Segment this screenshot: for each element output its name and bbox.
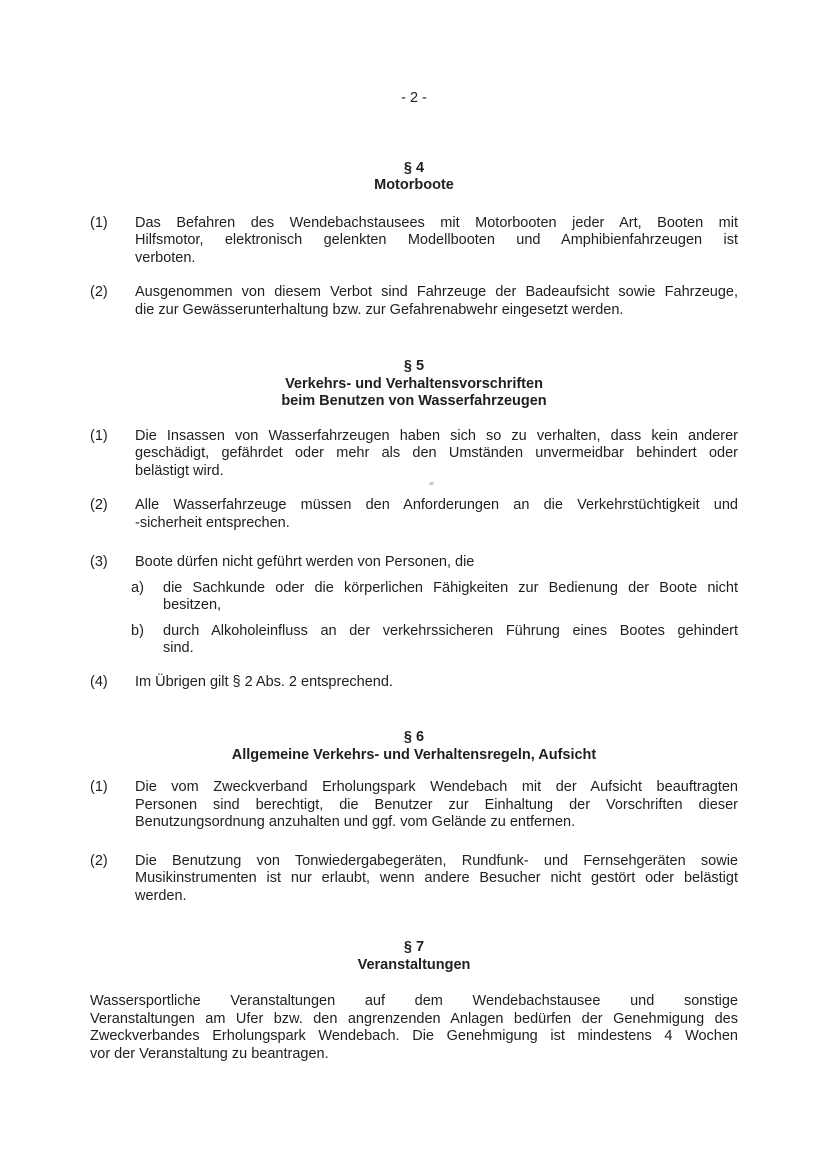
item-number: (1) [90, 214, 108, 231]
item-number: (3) [90, 554, 108, 570]
item-text-line: belästigt wird. [135, 462, 224, 479]
item-text-line: geschädigt, gefährdet oder mehr als den Umständen unvermeidbar behindert oder [135, 445, 738, 461]
section-6-symbol: § 6 [403, 729, 425, 745]
item-4-1 [90, 215, 738, 268]
item-5-3 [90, 554, 738, 572]
item-text-line: die zur Gewässerunterhaltung bzw. zur Gefahrenabwehr eingesetzt werden. [135, 301, 624, 318]
item-5-2 [90, 497, 738, 532]
item-text-line: Benutzungsordnung anzuhalten und ggf. vom Gelände zu entfernen. [135, 814, 576, 830]
item-text-line: werden. [135, 887, 187, 904]
subitem-text-line: die Sachkunde oder die körperlichen Fähigkeiten zur Bedienung der Boote nicht [163, 579, 738, 596]
item-number: (1) [90, 779, 108, 795]
item-text-line: Die vom Zweckverband Erholungspark Wendebach mit der Aufsicht beauftragten [135, 779, 738, 795]
item-text-line: Ausgenommen von diesem Verbot sind Fahrzeuge der Badeaufsicht sowie Fahrzeuge, [135, 284, 738, 300]
section-4-symbol: § 4 [403, 159, 425, 176]
item-5-1 [90, 428, 738, 481]
page-number: - 2 - [401, 90, 427, 106]
item-text-line: Das Befahren des Wendebachstausees mit Motorbooten jeder Art, Booten mit [135, 214, 738, 231]
section-7-symbol: § 7 [403, 939, 425, 955]
item-text-line: Alle Wasserfahrzeuge müssen den Anforderungen an die Verkehrstüchtigkeit und [135, 497, 738, 513]
item-text-line: verboten. [135, 249, 196, 266]
subitem-marker: b) [131, 622, 144, 639]
item-text-line: Die Insassen von Wasserfahrzeugen haben sich so zu verhalten, dass kein anderer [135, 427, 738, 444]
body-text-line: Wassersportliche Veranstaltungen auf dem Wendebachstausee und sonstige [90, 993, 738, 1009]
item-text-line: Personen sind berechtigt, die Benutzer zur Einhaltung der Vorschriften dieser [135, 796, 738, 813]
subitem-text-line: besitzen, [163, 597, 222, 613]
section-7-heading [90, 939, 738, 974]
section-4-heading [90, 160, 738, 195]
item-text-line: Hilfsmotor, elektronisch gelenkten Modellbooten und Amphibienfahrzeugen ist [135, 232, 738, 248]
section-7-title: Veranstaltungen [357, 956, 471, 973]
item-text-line: Musikinstrumenten ist nur erlaubt, wenn andere Besucher nicht gestört oder belästigt [135, 870, 738, 886]
body-text-line: vor der Veranstaltung zu beantragen. [90, 1045, 329, 1062]
item-6-1 [90, 779, 738, 832]
section-7-body [90, 993, 738, 1063]
section-5-title-line2: beim Benutzen von Wasserfahrzeugen [281, 393, 547, 409]
item-text-line: Boote dürfen nicht geführt werden von Personen, die [135, 554, 475, 570]
section-4-title: Motorboote [374, 177, 454, 193]
item-number: (2) [90, 497, 108, 513]
item-6-2 [90, 853, 738, 906]
body-text-line: Zweckverbandes Erholungspark Wendebach. Die Genehmigung ist mindestens 4 Wochen [90, 1028, 738, 1044]
subitem-5-3-b [131, 623, 738, 658]
body-text-line: Veranstaltungen am Ufer bzw. den angrenzenden Anlagen bedürfen der Genehmigung des [90, 1010, 738, 1027]
section-5-heading [90, 358, 738, 411]
subitem-text-line: sind. [163, 640, 194, 656]
item-number: (2) [90, 284, 108, 300]
item-text-line: Die Benutzung von Tonwiedergabegeräten, Rundfunk- und Fernsehgeräten sowie [135, 852, 738, 869]
subitem-marker: a) [131, 579, 144, 596]
item-number: (4) [90, 673, 108, 690]
item-5-4 [90, 674, 738, 692]
item-number: (2) [90, 852, 108, 869]
item-number: (1) [90, 427, 108, 444]
section-6-title: Allgemeine Verkehrs- und Verhaltensregeln, Aufsicht [231, 746, 597, 763]
item-4-2 [90, 284, 738, 319]
section-5-symbol: § 5 [403, 358, 425, 374]
subitem-5-3-a [131, 580, 738, 615]
section-5-title: Verkehrs- und Verhaltensvorschriften [285, 375, 543, 392]
item-text-line: Im Übrigen gilt § 2 Abs. 2 entsprechend. [135, 673, 393, 690]
item-text-line: -sicherheit entsprechen. [135, 514, 290, 531]
section-6-heading [90, 729, 738, 764]
scan-artifact-speck [429, 482, 435, 486]
subitem-text-line: durch Alkoholeinfluss an der verkehrssicheren Führung eines Bootes gehindert [163, 622, 738, 639]
